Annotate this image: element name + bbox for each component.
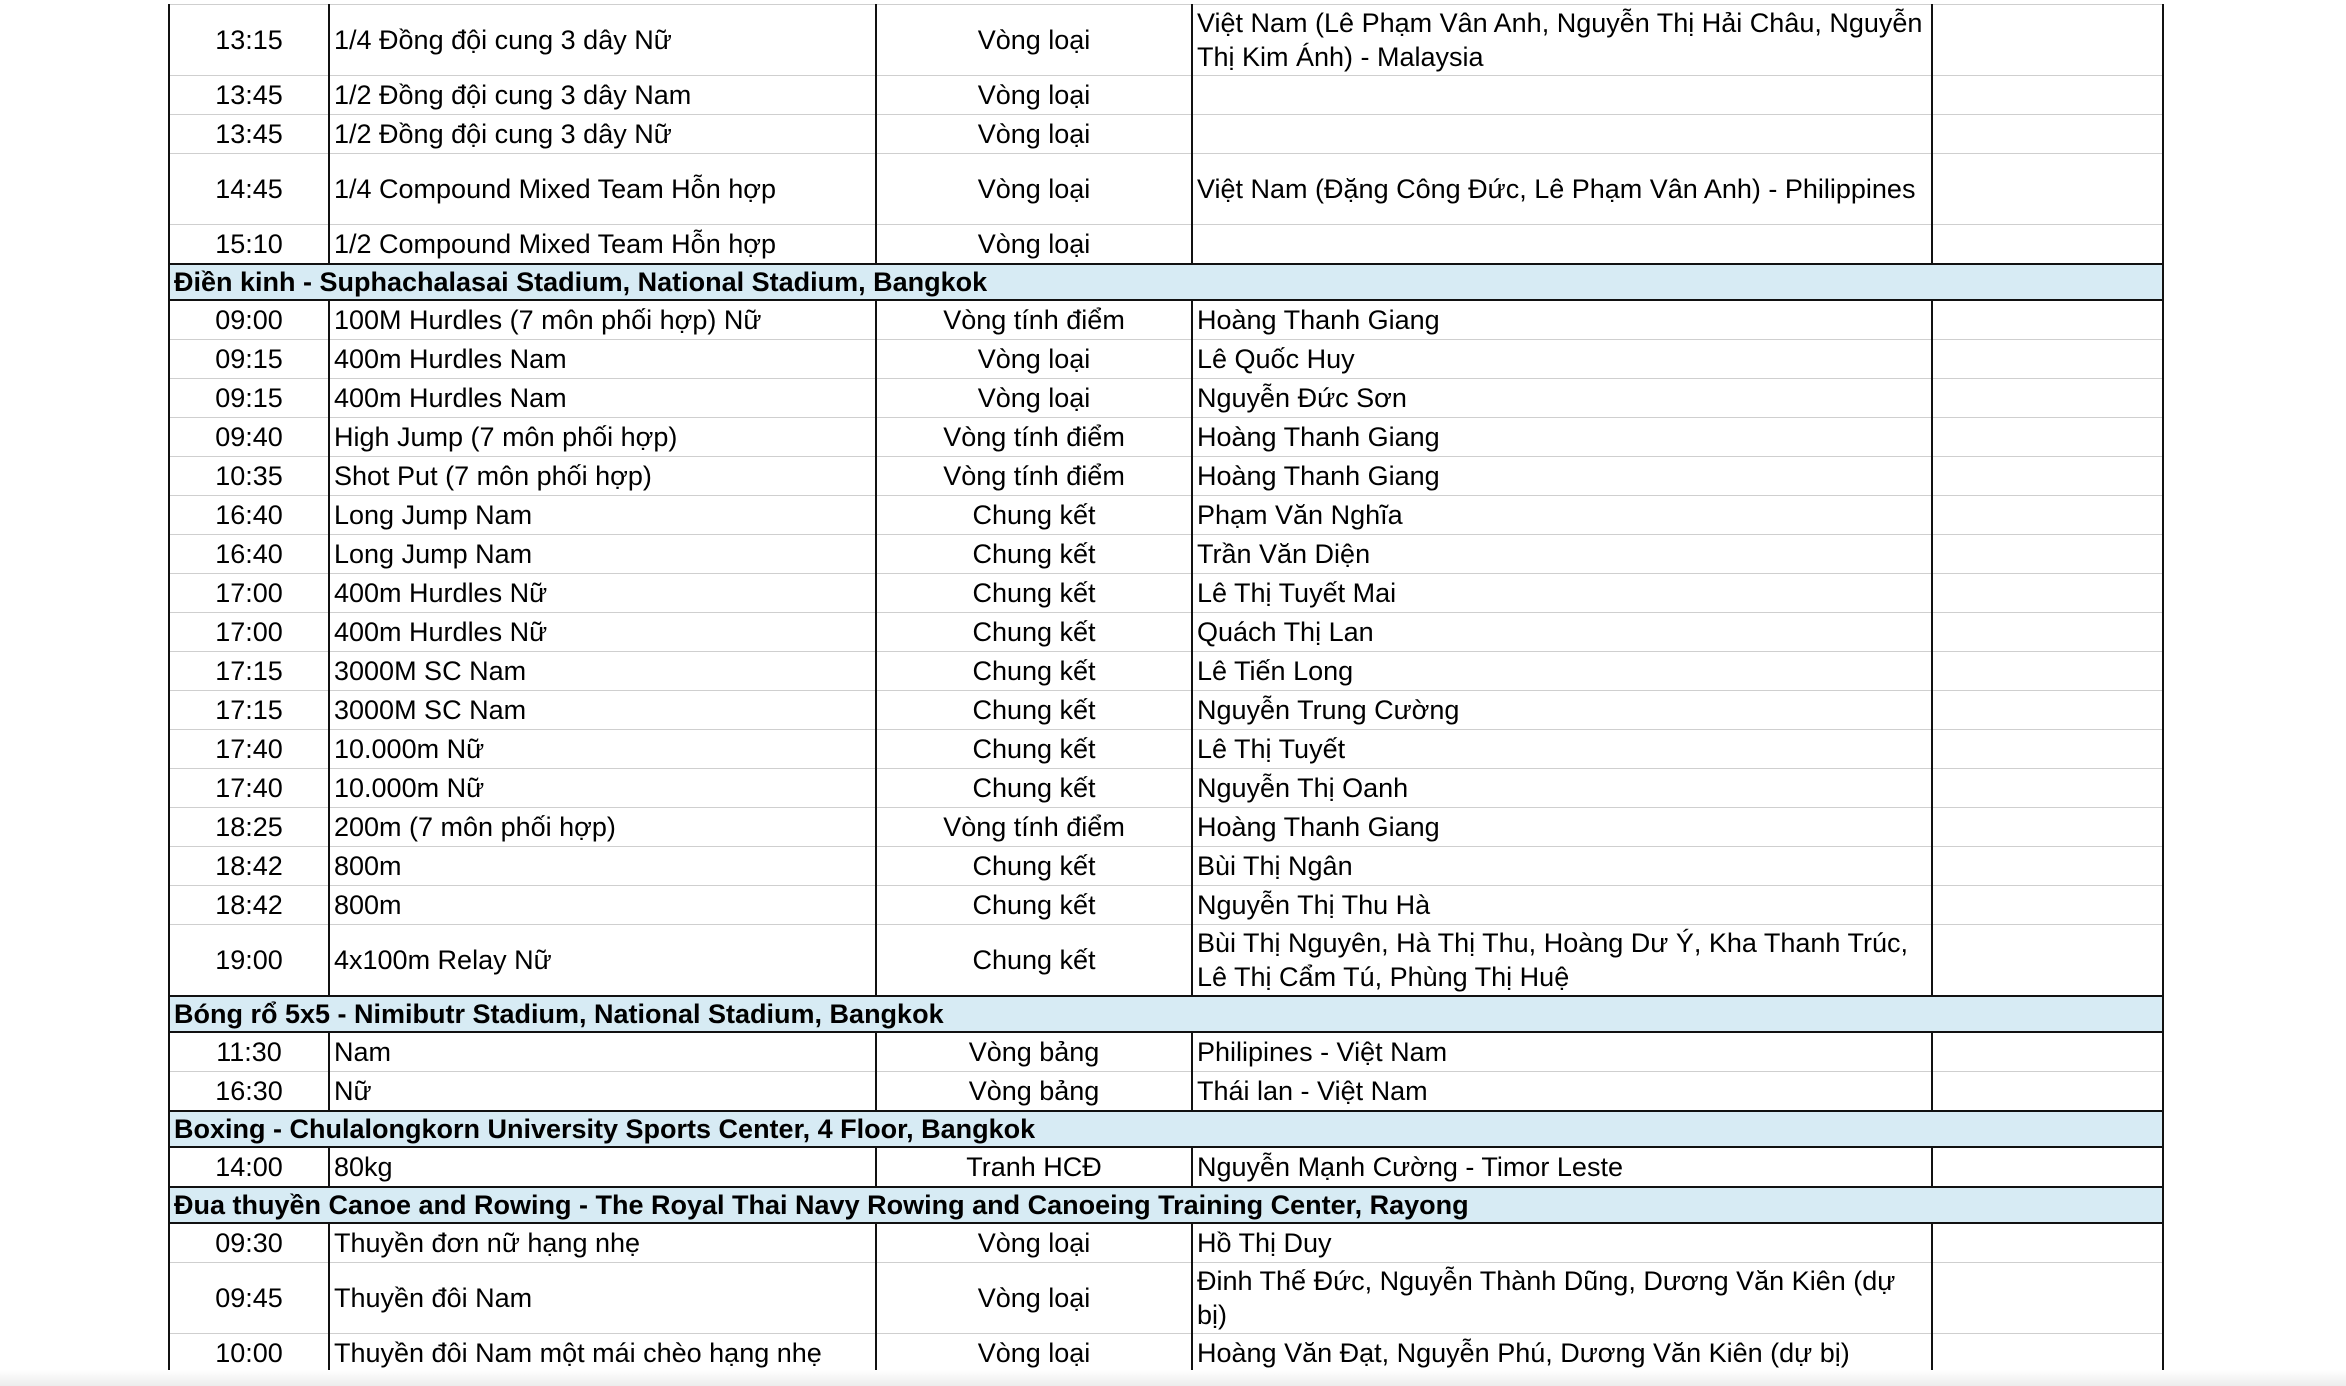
- round-cell: Vòng tính điểm: [876, 418, 1192, 457]
- note-cell: [1932, 847, 2163, 886]
- round-cell: Vòng tính điểm: [876, 808, 1192, 847]
- table-row: [169, 154, 2163, 225]
- athletes-cell: Trần Văn Diện: [1192, 535, 1932, 574]
- event-cell: Nam: [329, 1032, 876, 1072]
- table-row: [169, 1263, 2163, 1334]
- table-row: [169, 925, 2163, 997]
- table-row: [169, 5, 2163, 76]
- table-row: [169, 225, 2163, 265]
- round-cell: Chung kết: [876, 925, 1192, 997]
- section-header-row: [169, 996, 2163, 1032]
- time-cell: 17:40: [169, 769, 329, 808]
- athletes-cell: Hoàng Thanh Giang: [1192, 457, 1932, 496]
- event-cell: 400m Hurdles Nữ: [329, 613, 876, 652]
- event-cell: 3000M SC Nam: [329, 652, 876, 691]
- schedule-table: [168, 4, 2164, 1373]
- time-cell: 16:40: [169, 496, 329, 535]
- round-cell: Tranh HCĐ: [876, 1147, 1192, 1187]
- section-header-row: [169, 1111, 2163, 1147]
- note-cell: [1932, 1223, 2163, 1263]
- note-cell: [1932, 76, 2163, 115]
- time-cell: 17:40: [169, 730, 329, 769]
- table-row: [169, 886, 2163, 925]
- table-row: [169, 613, 2163, 652]
- note-cell: [1932, 886, 2163, 925]
- table-row: [169, 496, 2163, 535]
- time-cell: 14:00: [169, 1147, 329, 1187]
- bottom-edge: [0, 1370, 2346, 1386]
- round-cell: Vòng loại: [876, 225, 1192, 265]
- event-cell: 10.000m Nữ: [329, 730, 876, 769]
- time-cell: 10:00: [169, 1334, 329, 1373]
- time-cell: 18:42: [169, 847, 329, 886]
- round-cell: Chung kết: [876, 613, 1192, 652]
- time-cell: 09:00: [169, 300, 329, 340]
- note-cell: [1932, 418, 2163, 457]
- time-cell: 16:30: [169, 1072, 329, 1112]
- round-cell: Chung kết: [876, 769, 1192, 808]
- event-cell: 80kg: [329, 1147, 876, 1187]
- table-row: [169, 1147, 2163, 1187]
- table-row: [169, 847, 2163, 886]
- round-cell: Chung kết: [876, 691, 1192, 730]
- athletes-cell: Hoàng Thanh Giang: [1192, 300, 1932, 340]
- note-cell: [1932, 691, 2163, 730]
- time-cell: 09:15: [169, 340, 329, 379]
- time-cell: 11:30: [169, 1032, 329, 1072]
- round-cell: Chung kết: [876, 730, 1192, 769]
- table-row: [169, 535, 2163, 574]
- note-cell: [1932, 1072, 2163, 1112]
- athletes-cell: Đinh Thế Đức, Nguyễn Thành Dũng, Dương Văn Kiên (dự bị): [1192, 1263, 1932, 1334]
- event-cell: 4x100m Relay Nữ: [329, 925, 876, 997]
- note-cell: [1932, 379, 2163, 418]
- event-cell: 1/2 Đồng đội cung 3 dây Nam: [329, 76, 876, 115]
- athletes-cell: Lê Tiến Long: [1192, 652, 1932, 691]
- table-row: [169, 652, 2163, 691]
- event-cell: 1/4 Compound Mixed Team Hỗn hợp: [329, 154, 876, 225]
- note-cell: [1932, 457, 2163, 496]
- note-cell: [1932, 1147, 2163, 1187]
- athletes-cell: Hoàng Thanh Giang: [1192, 808, 1932, 847]
- note-cell: [1932, 340, 2163, 379]
- note-cell: [1932, 1334, 2163, 1373]
- table-row: [169, 457, 2163, 496]
- event-cell: High Jump (7 môn phối hợp): [329, 418, 876, 457]
- event-cell: 10.000m Nữ: [329, 769, 876, 808]
- athletes-cell: Bùi Thị Nguyên, Hà Thị Thu, Hoàng Dư Ý, Kha Thanh Trúc, Lê Thị Cẩm Tú, Phùng Thị Huệ: [1192, 925, 1932, 997]
- round-cell: Vòng loại: [876, 1223, 1192, 1263]
- note-cell: [1932, 300, 2163, 340]
- table-row: [169, 574, 2163, 613]
- table-row: [169, 691, 2163, 730]
- time-cell: 17:00: [169, 613, 329, 652]
- table-row: [169, 115, 2163, 154]
- note-cell: [1932, 535, 2163, 574]
- athletes-cell: Hoàng Thanh Giang: [1192, 418, 1932, 457]
- athletes-cell: Hoàng Văn Đạt, Nguyễn Phú, Dương Văn Kiên (dự bị): [1192, 1334, 1932, 1373]
- event-cell: 100M Hurdles (7 môn phối hợp) Nữ: [329, 300, 876, 340]
- section-title: Đua thuyền Canoe and Rowing - The Royal Thai Navy Rowing and Canoeing Training Center, Rayong: [169, 1187, 2163, 1223]
- note-cell: [1932, 925, 2163, 997]
- section-title: Boxing - Chulalongkorn University Sports Center, 4 Floor, Bangkok: [169, 1111, 2163, 1147]
- athletes-cell: Việt Nam (Lê Phạm Vân Anh, Nguyễn Thị Hải Châu, Nguyễn Thị Kim Ánh) - Malaysia: [1192, 5, 1932, 76]
- athletes-cell: Bùi Thị Ngân: [1192, 847, 1932, 886]
- athletes-cell: Nguyễn Trung Cường: [1192, 691, 1932, 730]
- table-row: [169, 1223, 2163, 1263]
- athletes-cell: Thái lan - Việt Nam: [1192, 1072, 1932, 1112]
- event-cell: 400m Hurdles Nữ: [329, 574, 876, 613]
- note-cell: [1932, 730, 2163, 769]
- table-row: [169, 1072, 2163, 1112]
- table-row: [169, 730, 2163, 769]
- event-cell: Shot Put (7 môn phối hợp): [329, 457, 876, 496]
- table-row: [169, 769, 2163, 808]
- athletes-cell: Nguyễn Đức Sơn: [1192, 379, 1932, 418]
- time-cell: 14:45: [169, 154, 329, 225]
- event-cell: 800m: [329, 886, 876, 925]
- time-cell: 18:25: [169, 808, 329, 847]
- table-row: [169, 76, 2163, 115]
- athletes-cell: Quách Thị Lan: [1192, 613, 1932, 652]
- round-cell: Vòng loại: [876, 76, 1192, 115]
- note-cell: [1932, 225, 2163, 265]
- athletes-cell: [1192, 115, 1932, 154]
- athletes-cell: Nguyễn Thị Oanh: [1192, 769, 1932, 808]
- time-cell: 19:00: [169, 925, 329, 997]
- round-cell: Chung kết: [876, 574, 1192, 613]
- section-header-row: [169, 264, 2163, 300]
- table-row: [169, 379, 2163, 418]
- section-title: Điền kinh - Suphachalasai Stadium, National Stadium, Bangkok: [169, 264, 2163, 300]
- table-row: [169, 300, 2163, 340]
- time-cell: 17:15: [169, 652, 329, 691]
- note-cell: [1932, 769, 2163, 808]
- round-cell: Chung kết: [876, 652, 1192, 691]
- athletes-cell: Nguyễn Thị Thu Hà: [1192, 886, 1932, 925]
- round-cell: Vòng loại: [876, 1334, 1192, 1373]
- event-cell: Thuyền đôi Nam: [329, 1263, 876, 1334]
- athletes-cell: Phạm Văn Nghĩa: [1192, 496, 1932, 535]
- round-cell: Chung kết: [876, 535, 1192, 574]
- event-cell: 400m Hurdles Nam: [329, 340, 876, 379]
- round-cell: Vòng loại: [876, 115, 1192, 154]
- event-cell: Nữ: [329, 1072, 876, 1112]
- note-cell: [1932, 808, 2163, 847]
- time-cell: 17:15: [169, 691, 329, 730]
- athletes-cell: [1192, 76, 1932, 115]
- athletes-cell: Việt Nam (Đặng Công Đức, Lê Phạm Vân Anh) - Philippines: [1192, 154, 1932, 225]
- note-cell: [1932, 115, 2163, 154]
- time-cell: 15:10: [169, 225, 329, 265]
- event-cell: 3000M SC Nam: [329, 691, 876, 730]
- round-cell: Vòng loại: [876, 340, 1192, 379]
- note-cell: [1932, 1263, 2163, 1334]
- table-row: [169, 340, 2163, 379]
- note-cell: [1932, 5, 2163, 76]
- round-cell: Vòng bảng: [876, 1072, 1192, 1112]
- note-cell: [1932, 574, 2163, 613]
- athletes-cell: Philipines - Việt Nam: [1192, 1032, 1932, 1072]
- round-cell: Vòng loại: [876, 379, 1192, 418]
- event-cell: 400m Hurdles Nam: [329, 379, 876, 418]
- round-cell: Vòng loại: [876, 154, 1192, 225]
- time-cell: 09:15: [169, 379, 329, 418]
- note-cell: [1932, 1032, 2163, 1072]
- section-header-row: [169, 1187, 2163, 1223]
- time-cell: 17:00: [169, 574, 329, 613]
- event-cell: 800m: [329, 847, 876, 886]
- round-cell: Vòng bảng: [876, 1032, 1192, 1072]
- time-cell: 09:45: [169, 1263, 329, 1334]
- time-cell: 10:35: [169, 457, 329, 496]
- time-cell: 13:15: [169, 5, 329, 76]
- round-cell: Chung kết: [876, 847, 1192, 886]
- round-cell: Vòng tính điểm: [876, 457, 1192, 496]
- event-cell: 1/4 Đồng đội cung 3 dây Nữ: [329, 5, 876, 76]
- section-title: Bóng rổ 5x5 - Nimibutr Stadium, National Stadium, Bangkok: [169, 996, 2163, 1032]
- time-cell: 09:30: [169, 1223, 329, 1263]
- round-cell: Chung kết: [876, 886, 1192, 925]
- athletes-cell: [1192, 225, 1932, 265]
- schedule-body: [169, 5, 2163, 1373]
- note-cell: [1932, 652, 2163, 691]
- time-cell: 09:40: [169, 418, 329, 457]
- athletes-cell: Hồ Thị Duy: [1192, 1223, 1932, 1263]
- round-cell: Vòng loại: [876, 5, 1192, 76]
- table-row: [169, 418, 2163, 457]
- athletes-cell: Lê Thị Tuyết: [1192, 730, 1932, 769]
- event-cell: 1/2 Compound Mixed Team Hỗn hợp: [329, 225, 876, 265]
- event-cell: Long Jump Nam: [329, 496, 876, 535]
- note-cell: [1932, 613, 2163, 652]
- table-row: [169, 1032, 2163, 1072]
- time-cell: 13:45: [169, 76, 329, 115]
- note-cell: [1932, 154, 2163, 225]
- event-cell: 1/2 Đồng đội cung 3 dây Nữ: [329, 115, 876, 154]
- athletes-cell: Lê Thị Tuyết Mai: [1192, 574, 1932, 613]
- event-cell: 200m (7 môn phối hợp): [329, 808, 876, 847]
- time-cell: 18:42: [169, 886, 329, 925]
- round-cell: Vòng tính điểm: [876, 300, 1192, 340]
- table-row: [169, 808, 2163, 847]
- note-cell: [1932, 496, 2163, 535]
- time-cell: 16:40: [169, 535, 329, 574]
- time-cell: 13:45: [169, 115, 329, 154]
- round-cell: Chung kết: [876, 496, 1192, 535]
- table-row: [169, 1334, 2163, 1373]
- athletes-cell: Lê Quốc Huy: [1192, 340, 1932, 379]
- event-cell: Long Jump Nam: [329, 535, 876, 574]
- event-cell: Thuyền đơn nữ hạng nhẹ: [329, 1223, 876, 1263]
- event-cell: Thuyền đôi Nam một mái chèo hạng nhẹ: [329, 1334, 876, 1373]
- athletes-cell: Nguyễn Mạnh Cường - Timor Leste: [1192, 1147, 1932, 1187]
- round-cell: Vòng loại: [876, 1263, 1192, 1334]
